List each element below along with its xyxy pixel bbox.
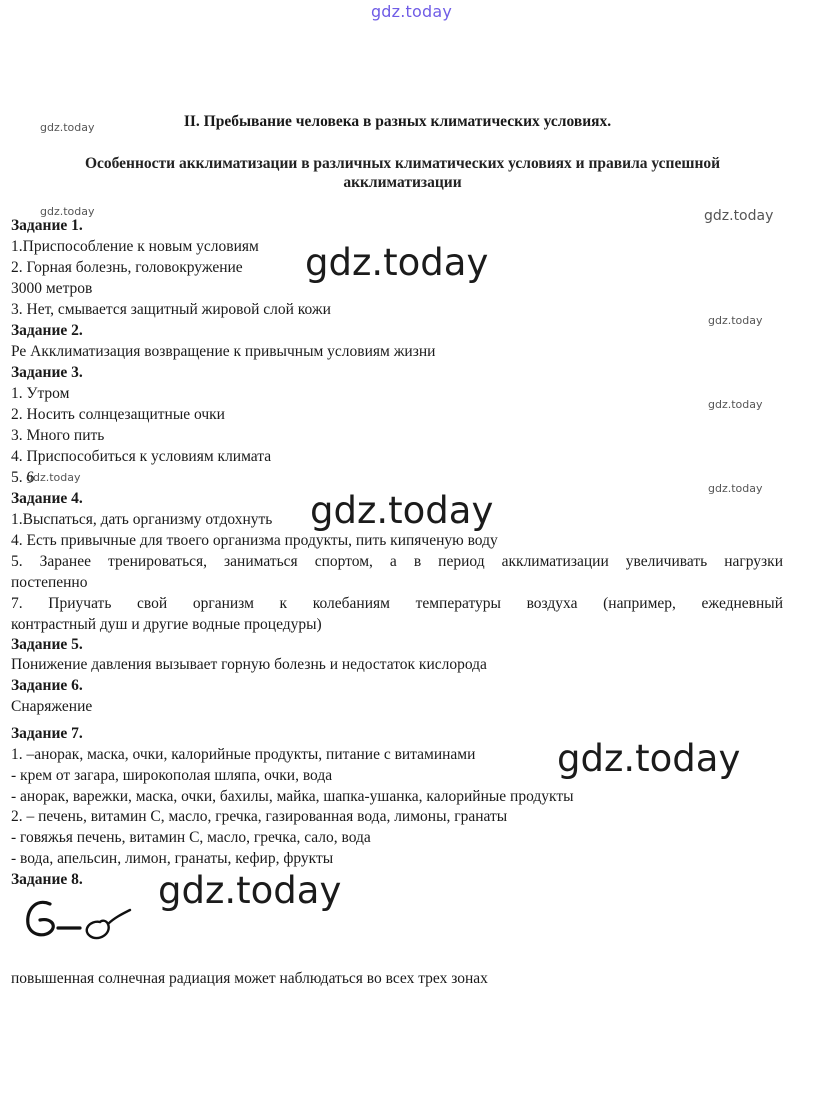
task-6-line: Снаряжение: [11, 698, 93, 715]
subtitle-line: акклиматизации: [343, 174, 462, 191]
handwritten-sketch-icon: [22, 894, 142, 946]
section-subtitle: [10, 154, 795, 192]
task-4-heading: Задание 4.: [11, 490, 83, 507]
task-2-line: Ре Акклиматизация возвращение к привычным условиям жизни: [11, 343, 436, 360]
task-5-heading: Задание 5.: [11, 636, 83, 653]
task-2-heading: Задание 2.: [11, 322, 83, 339]
task-3-line: 1. Утром: [11, 385, 70, 402]
top-watermark: gdz.today: [370, 2, 453, 21]
watermark-small: gdz.today: [704, 208, 774, 224]
task-1-line: 3. Нет, смывается защитный жировой слой кожи: [11, 301, 331, 318]
watermark-small: gdz.today: [708, 482, 763, 495]
subtitle-line: Особенности акклиматизации в различных климатических условиях и правила успешной: [84, 155, 721, 172]
task-7-line: - анорак, варежки, маска, очки, бахилы, майка, шапка-ушанка, калорийные продукты: [11, 788, 574, 805]
watermark-large: gdz.today: [310, 489, 494, 532]
task-8-line: повышенная солнечная радиация может наблюдаться во всех трех зонах: [11, 970, 488, 987]
task-7-line: - говяжья печень, витамин С, масло, гречка, сало, вода: [11, 829, 371, 846]
watermark-small: gdz.today: [708, 314, 763, 327]
task-4-line: постепенно: [11, 574, 88, 591]
watermark-small: gdz.today: [708, 398, 763, 411]
task-7-line: 2. – печень, витамин С, масло, гречка, газированная вода, лимоны, гранаты: [11, 808, 508, 825]
watermark-large: gdz.today: [158, 869, 342, 912]
watermark-large: gdz.today: [557, 737, 741, 780]
task-3-line: 5. 6: [11, 469, 35, 486]
task-3-heading: Задание 3.: [11, 364, 83, 381]
task-4-line: 4. Есть привычные для твоего организма продукты, пить кипяченую воду: [11, 532, 498, 549]
task-6-heading: Задание 6.: [11, 677, 83, 694]
task-1-heading: Задание 1.: [11, 217, 83, 234]
task-1-line: 1.Приспособление к новым условиям: [11, 238, 259, 255]
task-7-line: - крем от загара, широкополая шляпа, очки, вода: [11, 767, 333, 784]
task-7-line: - вода, апельсин, лимон, гранаты, кефир, фрукты: [11, 850, 334, 867]
watermark-large: gdz.today: [305, 241, 489, 284]
task-4-line: контрастный душ и другие водные процедуры): [11, 616, 322, 633]
task-3-line: 3. Много пить: [11, 427, 105, 444]
task-1-line: 2. Горная болезнь, головокружение: [11, 259, 243, 276]
task-8-heading: Задание 8.: [11, 871, 83, 888]
task-3-line: 4. Приспособиться к условиям климата: [11, 448, 272, 465]
task-1-line: 3000 метров: [11, 280, 93, 297]
task-4-line: 5. Заранее тренироваться, заниматься спортом, а в период акклиматизации увеличивать нагрузки: [11, 553, 783, 570]
task-4-line: 1.Выспаться, дать организму отдохнуть: [11, 511, 273, 528]
task-3-line: 2. Носить солнцезащитные очки: [11, 406, 225, 423]
task-5-line: Понижение давления вызывает горную болезнь и недостаток кислорода: [11, 656, 487, 673]
task-4-line: 7. Приучать свой организм к колебаниям температуры воздуха (например, ежедневный: [11, 595, 783, 612]
section-title: II. Пребывание человека в разных климатических условиях.: [183, 113, 612, 130]
task-7-line: 1. –анорак, маска, очки, калорийные продукты, питание с витаминами: [11, 746, 476, 763]
watermark-small: gdz.today: [40, 205, 95, 218]
watermark-small: gdz.today: [40, 121, 95, 134]
watermark-small: gdz.today: [26, 471, 81, 484]
task-7-heading: Задание 7.: [11, 725, 83, 742]
